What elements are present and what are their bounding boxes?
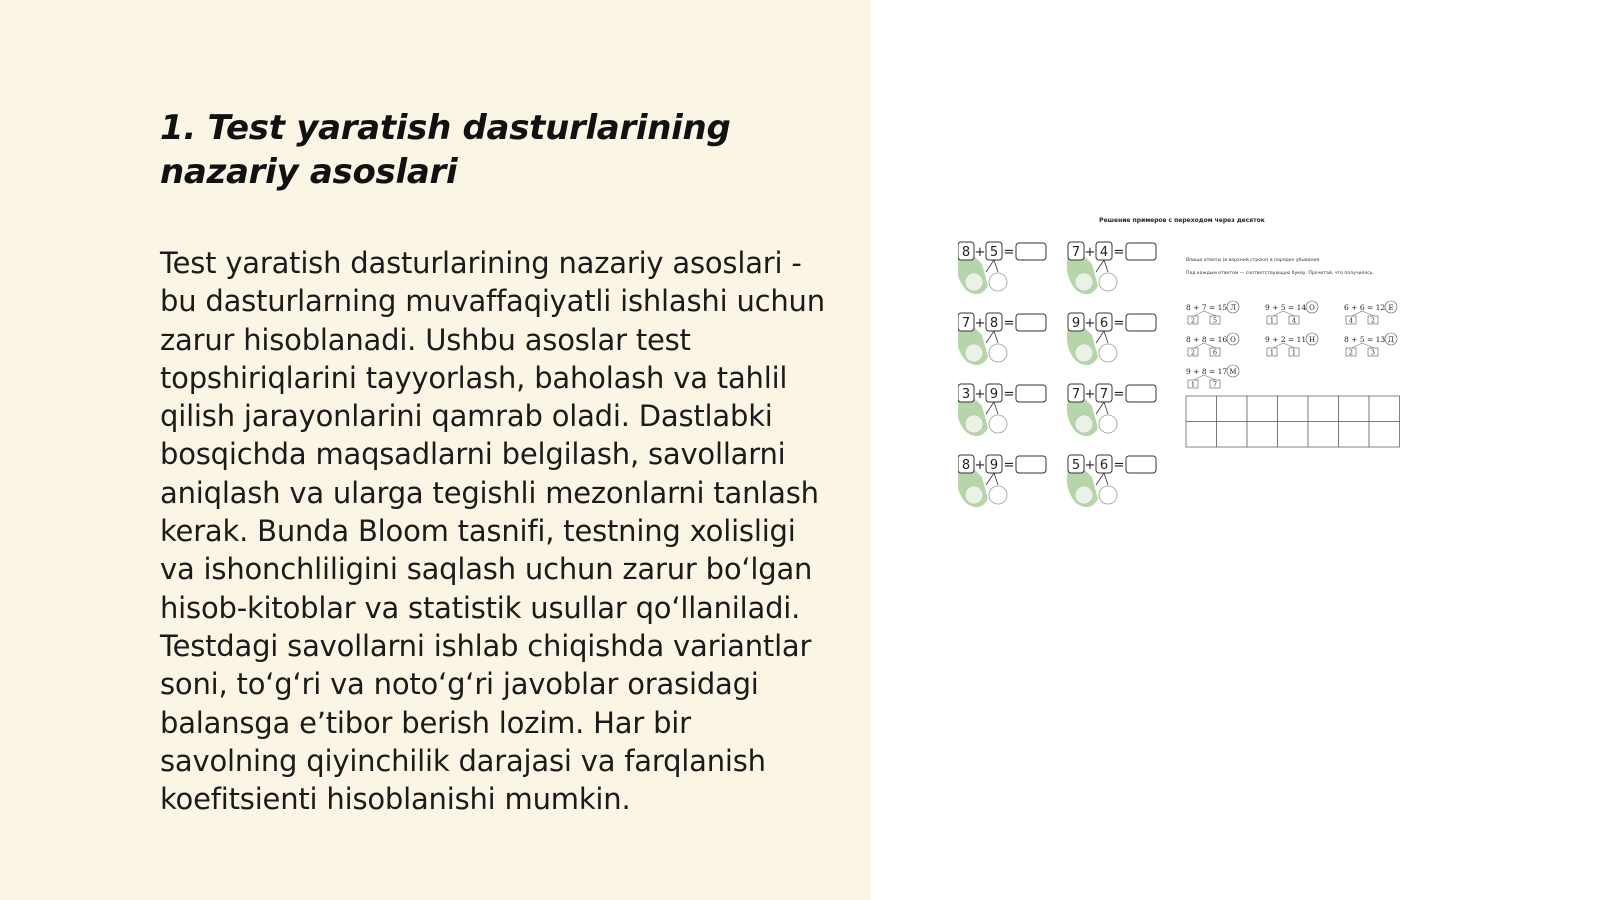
addition-task (958, 242, 1046, 294)
branch-line (1104, 473, 1108, 485)
answer-letter: О (1309, 304, 1315, 312)
part-circle (989, 273, 1007, 291)
addend-a: 7 (961, 316, 971, 331)
worksheet-instruction-1: Впиши ответы (в верхний строке) в порядке убывания. (1186, 258, 1321, 263)
addend-a: 8 (961, 458, 971, 473)
part-value: 1 (1291, 348, 1297, 357)
part-circle (1075, 486, 1093, 504)
branch-line (994, 402, 998, 414)
part-circle (1075, 344, 1093, 362)
answer-grid (1186, 396, 1400, 447)
equals-sign: = (1113, 458, 1125, 473)
addend-b: 4 (1099, 245, 1109, 260)
equation-item (1265, 333, 1318, 357)
branch-line (1096, 402, 1104, 414)
addend-b: 7 (1099, 387, 1109, 402)
answer-letter: Е (1388, 304, 1394, 312)
part-value: 3 (1370, 348, 1376, 357)
plus-sign: + (1084, 387, 1096, 402)
part-circle (965, 415, 983, 433)
branch-line (986, 260, 994, 272)
equation-text: 9 + 5 = 14 (1265, 303, 1307, 312)
part-value: 7 (1212, 380, 1218, 389)
grid-cell (1308, 422, 1339, 448)
branch-line (986, 331, 994, 343)
grid-cell (1217, 396, 1248, 422)
addition-task (1067, 455, 1156, 507)
answer-box (1016, 314, 1046, 331)
grid-cell (1339, 422, 1370, 448)
answer-letter: О (1230, 336, 1236, 344)
branch-line (1104, 402, 1108, 414)
addition-tasks (958, 242, 1156, 507)
addition-task (1067, 242, 1156, 294)
branch-line (994, 260, 998, 272)
part-circle (1075, 415, 1093, 433)
part-value: 1 (1269, 348, 1275, 357)
answer-box (1126, 385, 1156, 402)
plus-sign: + (974, 316, 986, 331)
addend-a: 3 (961, 387, 971, 402)
part-circle (1099, 344, 1117, 362)
slide-body-text: Test yaratish dasturlarining nazariy asoslari - bu dasturlarning muvaffaqiyatli ishlashi uchun zarur hisoblanadi. Ushbu asoslar test topshiriqlarini tayyorlash, baholash va tahlil qilish jarayonlarini qamrab oladi. Dastlabki bosqichda maqsadlarni belgilash, savollarni aniqlash va ularga tegishli mezonlarni tanlash kerak. Bunda Bloom tasnifi, testning xolisligi va ishonchliligini saqlash uchun zarur bo‘lgan hisob-kitoblar va statistik usullar qo‘llaniladi. Testdagi savollarni ishlab chiqishda variantlar soni, to‘g‘ri va noto‘g‘ri javoblar orasidagi balansga e’tibor berish lozim. Har bir savolning qiyinchilik darajasi va farqlanish koefitsienti hisoblanishi mumkin. (160, 246, 825, 817)
answer-box (1126, 243, 1156, 260)
part-circle (989, 486, 1007, 504)
part-value: 1 (1269, 316, 1275, 325)
slide-title: 1. Test yaratish dasturlarining nazariy asoslari (160, 108, 731, 192)
part-value: 2 (1190, 348, 1196, 357)
equation-item (1186, 365, 1239, 389)
equals-sign: = (1003, 245, 1015, 260)
equation-text: 9 + 2 = 11 (1265, 335, 1307, 344)
answer-letter: М (1229, 368, 1237, 376)
grid-cell (1247, 396, 1278, 422)
part-value: 4 (1291, 316, 1297, 325)
answer-box (1016, 456, 1046, 473)
grid-cell (1369, 422, 1400, 448)
equation-item (1344, 333, 1397, 357)
addition-task (1067, 313, 1156, 365)
branch-line (994, 473, 998, 485)
part-value: 1 (1190, 380, 1196, 389)
equation-text: 8 + 5 = 13 (1344, 335, 1386, 344)
part-circle (1099, 486, 1117, 504)
grid-cell (1308, 396, 1339, 422)
plus-sign: + (974, 387, 986, 402)
addend-a: 9 (1071, 316, 1081, 331)
equation-item (1344, 301, 1397, 325)
part-value: 2 (1370, 316, 1376, 325)
equation-item (1186, 333, 1239, 357)
addend-a: 5 (1071, 458, 1081, 473)
part-circle (965, 273, 983, 291)
grid-cell (1278, 396, 1309, 422)
grid-cell (1339, 396, 1370, 422)
branch-line (1096, 331, 1104, 343)
addition-task (1067, 384, 1156, 436)
part-circle (965, 344, 983, 362)
equals-sign: = (1003, 387, 1015, 402)
part-circle (989, 344, 1007, 362)
answer-letter: Н (1308, 336, 1316, 344)
addend-b: 6 (1099, 458, 1109, 473)
addend-b: 6 (1099, 316, 1109, 331)
addition-task (958, 313, 1046, 365)
grid-cell (1186, 422, 1217, 448)
answer-box (1016, 243, 1046, 260)
branch-line (1096, 473, 1104, 485)
addend-b: 9 (989, 387, 999, 402)
addend-b: 8 (989, 316, 999, 331)
worksheet-instruction-2: Под каждым ответом — соответствующую букву. Прочитай, что получилось. (1186, 271, 1374, 276)
equation-list (1186, 301, 1397, 389)
part-circle (1075, 273, 1093, 291)
addition-task (958, 455, 1046, 507)
equation-item (1186, 301, 1239, 325)
equals-sign: = (1113, 387, 1125, 402)
addend-b: 9 (989, 458, 999, 473)
equals-sign: = (1003, 316, 1015, 331)
equals-sign: = (1113, 316, 1125, 331)
answer-box (1016, 385, 1046, 402)
answer-box (1126, 456, 1156, 473)
equation-text: 6 + 6 = 12 (1344, 303, 1386, 312)
part-value: 5 (1212, 316, 1218, 325)
grid-cell (1247, 422, 1278, 448)
equation-text: 9 + 8 = 17 (1186, 367, 1228, 376)
part-circle (989, 415, 1007, 433)
equation-text: 8 + 8 = 16 (1186, 335, 1228, 344)
part-value: 6 (1212, 348, 1218, 357)
addend-b: 5 (989, 245, 999, 260)
plus-sign: + (1084, 458, 1096, 473)
branch-line (986, 402, 994, 414)
equals-sign: = (1003, 458, 1015, 473)
equation-item (1265, 301, 1318, 325)
part-value: 4 (1348, 316, 1354, 325)
branch-line (994, 331, 998, 343)
addend-a: 7 (1071, 245, 1081, 260)
part-circle (1099, 273, 1117, 291)
branch-line (986, 473, 994, 485)
addend-a: 8 (961, 245, 971, 260)
worksheet-heading: Решение примеров с переходом через десяток (1099, 217, 1265, 224)
plus-sign: + (1084, 316, 1096, 331)
part-circle (965, 486, 983, 504)
branch-line (1104, 331, 1108, 343)
equals-sign: = (1113, 245, 1125, 260)
answer-letter: Л (1230, 304, 1236, 312)
math-worksheet-image (958, 214, 1438, 524)
addend-a: 7 (1071, 387, 1081, 402)
answer-letter: Д (1388, 336, 1394, 344)
answer-box (1126, 314, 1156, 331)
grid-cell (1186, 396, 1217, 422)
part-value: 2 (1348, 348, 1354, 357)
branch-line (1096, 260, 1104, 272)
equation-text: 8 + 7 = 15 (1186, 303, 1228, 312)
grid-cell (1278, 422, 1309, 448)
plus-sign: + (1084, 245, 1096, 260)
plus-sign: + (974, 245, 986, 260)
branch-line (1104, 260, 1108, 272)
part-value: 2 (1190, 316, 1196, 325)
part-circle (1099, 415, 1117, 433)
grid-cell (1369, 396, 1400, 422)
grid-cell (1217, 422, 1248, 448)
addition-task (958, 384, 1046, 436)
plus-sign: + (974, 458, 986, 473)
